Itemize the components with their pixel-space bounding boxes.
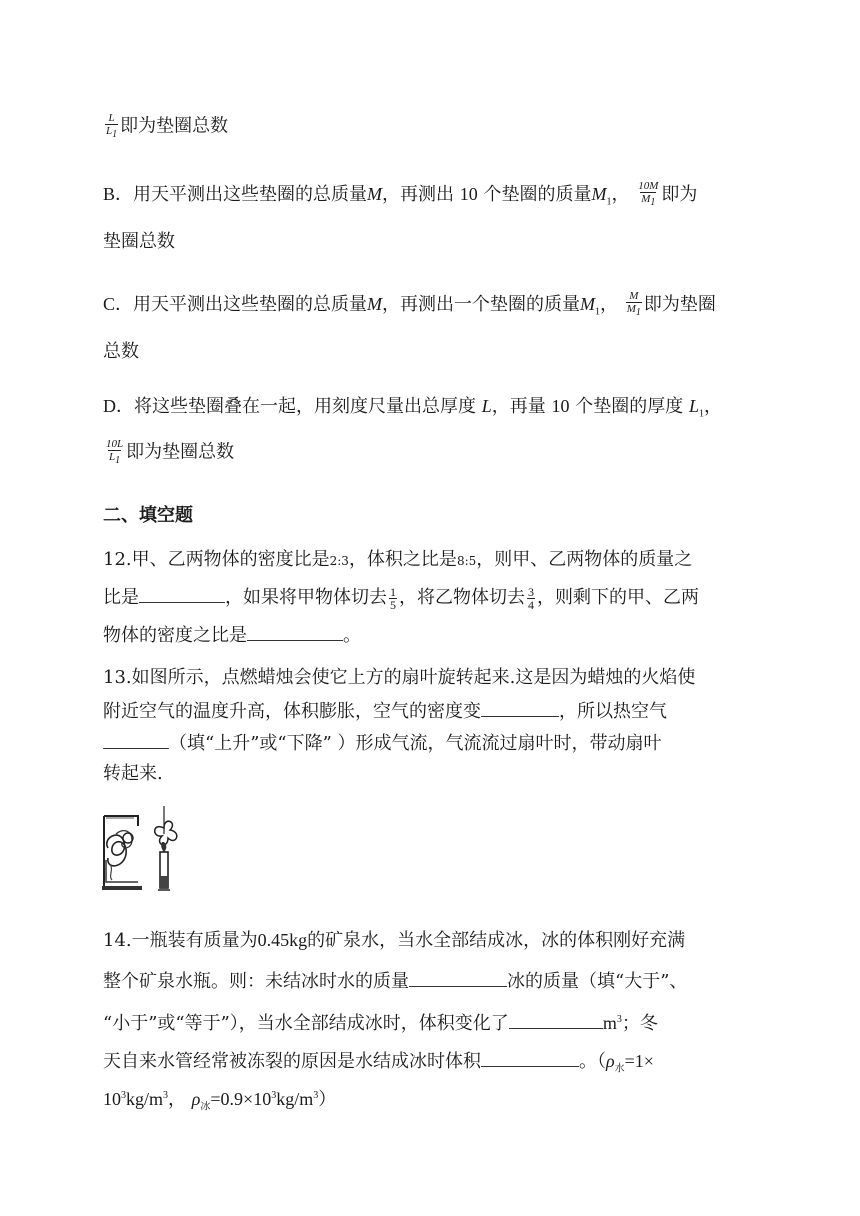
q12-line2: 比是 ，如果将甲物体切去 $\frac{1}{5}$ ，将乙物体切去 $\frac{3}{4}$ ，则剩下的甲、乙两: [103, 582, 699, 612]
q12-blank-2[interactable]: [247, 620, 343, 641]
q14-blank-3[interactable]: [481, 1046, 579, 1067]
fraction-m-over-m1: $\frac{M}{M_1}$: [626, 290, 641, 319]
option-a-tail: $\frac{L}{L_1}$ 即为垫圈总数: [106, 112, 229, 141]
fraction-three-quarters: $\frac{3}{4}$: [528, 584, 534, 612]
q12-line1: 12.甲、乙两物体的密度比是2:3，体积之比是8:5，则甲、乙两物体的质量之: [103, 549, 693, 570]
option-b-line2: 垫圈总数: [103, 231, 175, 252]
option-c-line2: 总数: [103, 341, 139, 362]
q13-blank-1[interactable]: [481, 696, 559, 717]
q14-line4: 天自来水管经常被冻裂的原因是水结成冰时体积 。（$\rho_水=1\times$: [103, 1046, 654, 1084]
q13-line4: 转起来.: [103, 763, 163, 784]
q13-line1: 13.如图所示，点燃蜡烛会使它上方的扇叶旋转起来.这是因为蜡烛的火焰使: [103, 667, 696, 688]
candle-fan-figure: [98, 798, 190, 902]
option-d-line2: $\frac{10L}{L_1}$ 即为垫圈总数: [106, 438, 235, 467]
q14-line3: “小于”或“等于”），当水全部结成冰时，体积变化了 $m^3$；冬: [103, 1006, 658, 1038]
option-d: D．将这些垫圈叠在一起，用刻度尺量出总厚度 L，再量 10 个垫圈的厚度 $L_1$，: [103, 396, 722, 420]
q13-line3: （填“上升”或“下降” ）形成气流，气流流过扇叶时，带动扇叶: [103, 728, 662, 758]
q13-blank-2[interactable]: [103, 728, 169, 749]
fraction-l-over-l1: $\frac{L}{L_1}$: [106, 112, 118, 141]
q14-line2: 整个矿泉水瓶。则：未结冰时水的质量 冰的质量（填“大于”、: [103, 966, 687, 996]
option-c: C．用天平测出这些垫圈的总质量M，再测出一个垫圈的质量$M_1$， $\frac{M}{M_1}$ 即为垫圈: [103, 290, 716, 319]
q14-blank-1[interactable]: [409, 966, 507, 987]
q14-line5: $10^3kg/m^3$， $\rho_冰=0.9\times 10^3kg/m^3$）: [103, 1089, 337, 1113]
q12-blank-1[interactable]: [139, 582, 225, 603]
fraction-10m-over-m1: $\frac{10M}{M_1}$: [638, 180, 659, 209]
q14-blank-2[interactable]: [509, 1008, 603, 1029]
q12-line3: 物体的密度之比是 。: [103, 620, 361, 650]
option-b: B．用天平测出这些垫圈的总质量M，再测出 10 个垫圈的质量$M_1$， $\frac{10M}{M_1}$ 即为: [103, 180, 698, 209]
fraction-one-fifth: $\frac{1}{5}$: [390, 584, 396, 612]
section-title-fill-blank: 二、填空题: [103, 505, 193, 526]
q14-line1: 14.一瓶装有质量为0.45kg的矿泉水，当水全部结成冰，冰的体积刚好充满: [103, 930, 686, 951]
q13-line2: 附近空气的温度升高，体积膨胀，空气的密度变 ，所以热空气: [103, 696, 667, 726]
fraction-10l-over-l1: $\frac{10L}{L_1}$: [106, 438, 124, 467]
